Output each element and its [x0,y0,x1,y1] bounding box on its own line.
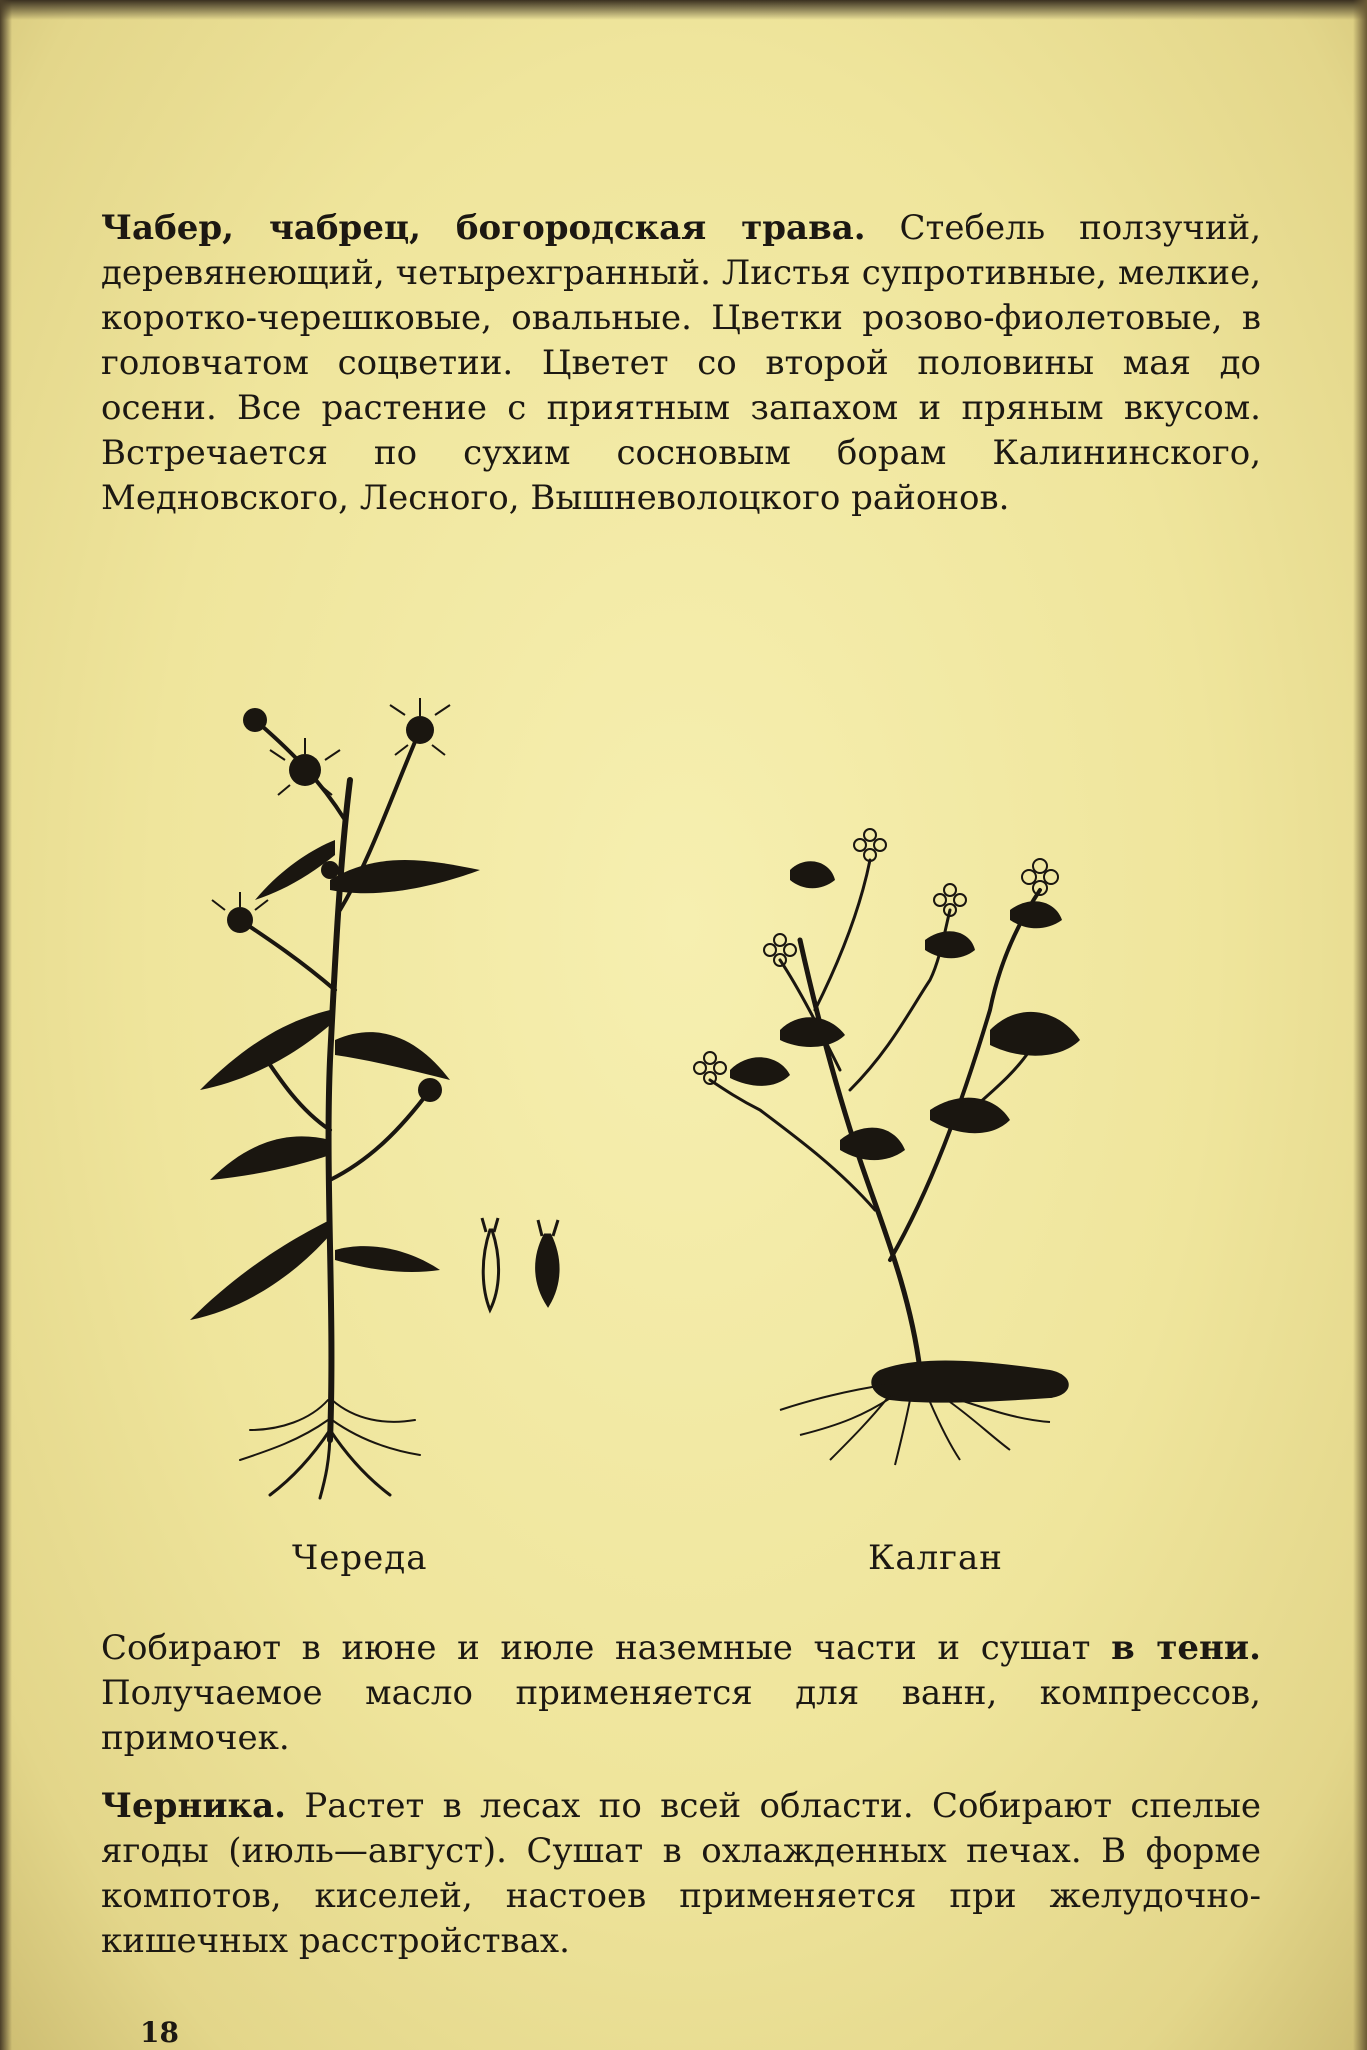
chereda-caption: Череда [292,1538,428,1578]
collect-emph: в тени. [1111,1628,1261,1668]
chereda-leaf [210,1136,330,1180]
kalgan-leaf [790,861,835,888]
chereda-leaf [335,1246,440,1272]
seed [537,1235,558,1305]
chereda-flower [227,907,253,933]
kalgan-rhizome [871,1361,1068,1403]
chereda-leaf [200,1010,330,1090]
seed [483,1230,498,1310]
kalgan-illustration [690,810,1110,1470]
chereda-leaf [335,1032,450,1080]
page-right-edge [1353,0,1367,2050]
paragraph-chaber [101,206,1261,521]
page-number: 18 [140,2016,179,2049]
collect-lead: Собирают в июне и июле наземные части и сушат [101,1628,1091,1668]
chereda-flower [406,716,434,744]
chereda-seeds-illustration [470,1210,580,1320]
chernika-body: Растет в лесах по всей области. Собирают спелые ягоды (июль—август). Сушат в охлажденных печах. В форме компотов, киселей, настоев применяется при желудочно-кишечных расстройствах. [101,1786,1261,1961]
kalgan-leaf [1010,901,1062,928]
page-top-edge [0,0,1367,20]
chereda-flower [418,1078,442,1102]
chereda-leaf [330,860,480,893]
kalgan-leaf [925,931,975,958]
paragraph-chernika [101,1784,1261,1964]
chaber-body: Стебель ползучий, деревянеющий, четырехгранный. Листья супротивные, мелкие, коротко-черешковые, овальные. Цветки розово-фиолетовые, в головчатом соцветии. Цветет со второй половины мая до осени. Все растение с приятным запахом и пряным вкусом. Встречается по сухим сосновым борам Калининского, Медновского, Лесного, Вышневолоцкого районов. [101,208,1261,518]
kalgan-leaf [990,1012,1080,1056]
paragraph-collect [101,1626,1261,1761]
collect-body: Получаемое масло применяется для ванн, компрессов, примочек. [101,1673,1261,1758]
chernika-title: Черника. [101,1786,286,1826]
kalgan-leaf [930,1098,1010,1134]
kalgan-leaf [780,1017,845,1047]
chereda-leaf [190,1220,330,1320]
chereda-flower [243,708,267,732]
chereda-flower [321,861,339,879]
chaber-title: Чабер, чабрец, богородская трава. [101,208,866,248]
kalgan-leaf [730,1057,790,1086]
chereda-flower [289,754,321,786]
kalgan-flower [854,829,886,861]
kalgan-caption: Калган [868,1538,1003,1578]
page-left-edge [0,0,12,2050]
chereda-illustration [180,660,580,1500]
